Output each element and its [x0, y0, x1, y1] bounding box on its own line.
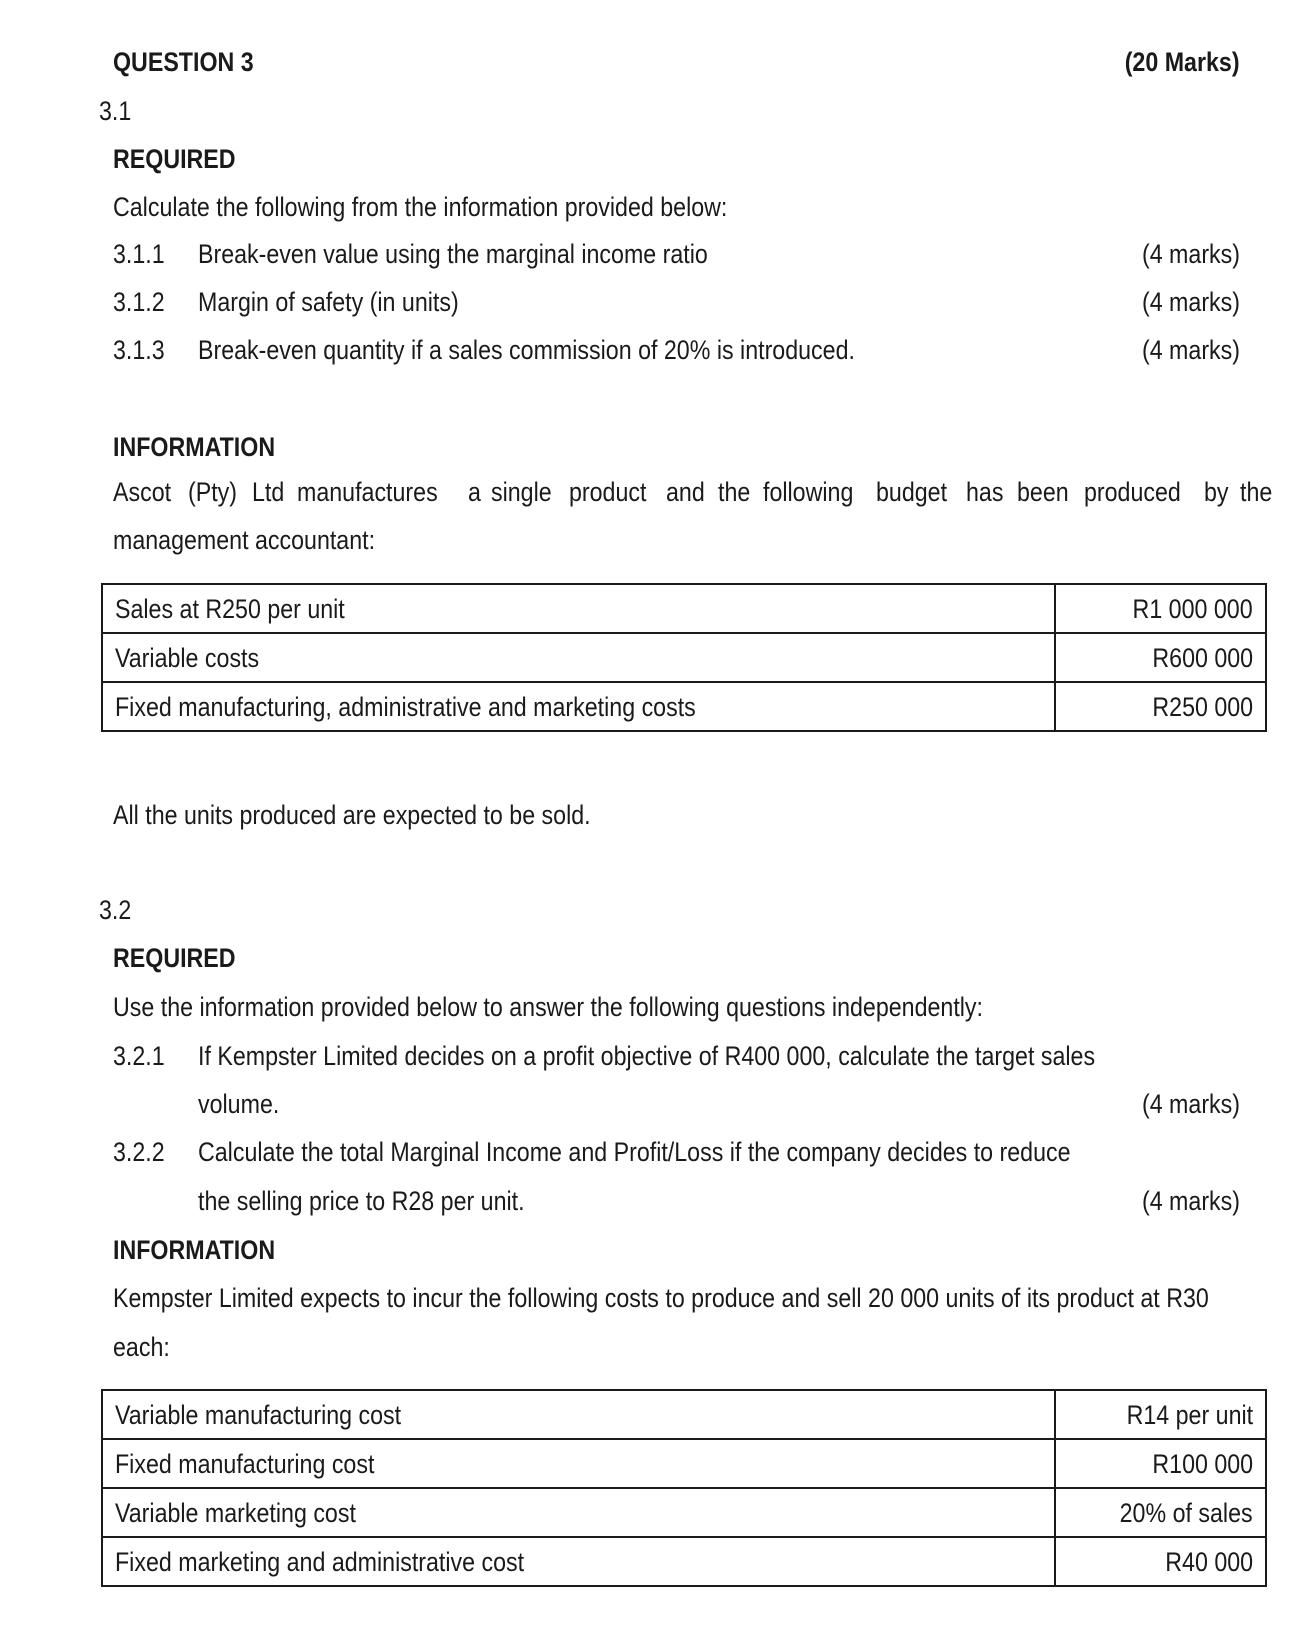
- item-number: 3.2.1: [113, 1041, 165, 1071]
- table-row: [102, 633, 1266, 682]
- table-row: [102, 1488, 1266, 1537]
- section-number-3-1: 3.1: [99, 96, 132, 126]
- section-number-3-2: 3.2: [99, 895, 132, 925]
- table-row: [102, 1390, 1266, 1439]
- item-text: Break-even value using the marginal income ratio: [198, 239, 708, 269]
- row-amount: R40 000: [1055, 1537, 1266, 1586]
- row-amount: R250 000: [1055, 682, 1266, 731]
- row-label: Variable costs: [102, 633, 1055, 682]
- table-row: [102, 1439, 1266, 1488]
- item-marks: (4 marks): [1141, 335, 1240, 365]
- item-text: Margin of safety (in units): [198, 287, 459, 317]
- row-label: Fixed manufacturing, administrative and marketing costs: [102, 682, 1055, 731]
- item-number: 3.1.3: [113, 335, 165, 365]
- information-paragraph-line-1: Kempster Limited expects to incur the following costs to produce and sell 20 000 units of its product at R30: [113, 1283, 1209, 1313]
- item-text-line-1: If Kempster Limited decides on a profit objective of R400 000, calculate the target sales: [198, 1041, 1096, 1071]
- cost-table: [101, 1389, 1267, 1587]
- row-label: Variable manufacturing cost: [102, 1390, 1055, 1439]
- item-text: Break-even quantity if a sales commission of 20% is introduced.: [198, 335, 855, 365]
- row-amount: R1 000 000: [1055, 584, 1266, 633]
- item-number: 3.2.2: [113, 1137, 165, 1167]
- row-amount: 20% of sales: [1055, 1488, 1266, 1537]
- question-title: QUESTION 3: [113, 47, 254, 77]
- row-label: Variable marketing cost: [102, 1488, 1055, 1537]
- budget-table: [101, 583, 1267, 732]
- table-row: [102, 1537, 1266, 1586]
- row-label: Fixed manufacturing cost: [102, 1439, 1055, 1488]
- question-total-marks: (20 Marks): [1125, 47, 1240, 77]
- item-text-line-2: the selling price to R28 per unit.: [198, 1186, 525, 1216]
- information-paragraph-line-2: management accountant:: [113, 525, 376, 555]
- item-marks: (4 marks): [1141, 287, 1240, 317]
- table-row: [102, 682, 1266, 731]
- item-number: 3.1.2: [113, 287, 165, 317]
- item-marks: (4 marks): [1141, 1186, 1240, 1216]
- row-label: Sales at R250 per unit: [102, 584, 1055, 633]
- instruction-3-2: Use the information provided below to answer the following questions independently:: [113, 992, 983, 1022]
- information-heading-3-2: INFORMATION: [113, 1235, 276, 1265]
- item-text-line-2: volume.: [198, 1089, 280, 1119]
- note-3-1: All the units produced are expected to be sold.: [113, 800, 591, 830]
- item-text-line-1: Calculate the total Marginal Income and Profit/Loss if the company decides to reduce: [198, 1137, 1071, 1167]
- information-heading-3-1: INFORMATION: [113, 432, 276, 462]
- row-amount: R600 000: [1055, 633, 1266, 682]
- item-marks: (4 marks): [1141, 239, 1240, 269]
- instruction-3-1: Calculate the following from the information provided below:: [113, 192, 728, 222]
- table-row: [102, 584, 1266, 633]
- row-label: Fixed marketing and administrative cost: [102, 1537, 1055, 1586]
- row-amount: R100 000: [1055, 1439, 1266, 1488]
- row-amount: R14 per unit: [1055, 1390, 1266, 1439]
- item-marks: (4 marks): [1141, 1089, 1240, 1119]
- information-paragraph-line-2: each:: [113, 1332, 170, 1362]
- item-number: 3.1.1: [113, 239, 165, 269]
- required-heading-3-2: REQUIRED: [113, 943, 236, 973]
- information-paragraph-line-1: Ascot (Pty) Ltd manufactures a single product and the following budget has been produced by the: [113, 477, 1273, 507]
- required-heading-3-1: REQUIRED: [113, 144, 236, 174]
